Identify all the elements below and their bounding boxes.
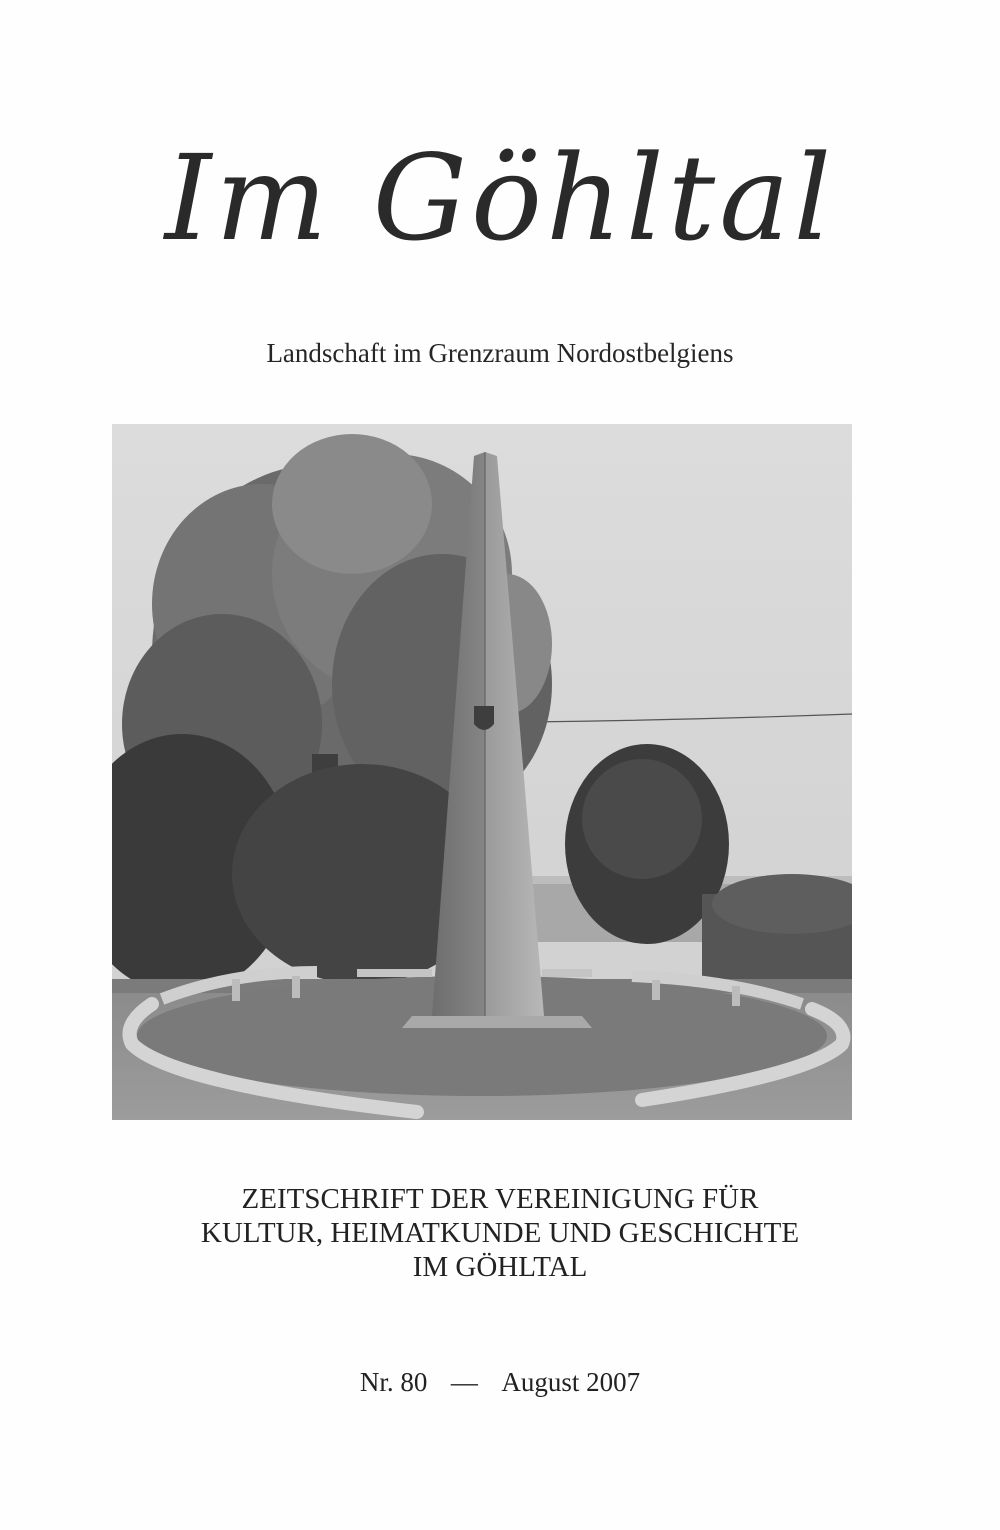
masthead-title: Im Göhltal: [164, 129, 836, 267]
issue-info: [0, 1364, 1000, 1400]
issue-separator: —: [450, 1367, 478, 1397]
photo-obelisk-base: [402, 1016, 592, 1028]
journal-description: [0, 1182, 1000, 1284]
description-line: IM GÖHLTAL: [412, 1251, 588, 1283]
description-line: ZEITSCHRIFT DER VEREINIGUNG FÜR: [241, 1183, 759, 1215]
photo-coat-of-arms: [474, 706, 494, 730]
description-line: KULTUR, HEIMATKUNDE UND GESCHICHTE: [200, 1217, 800, 1249]
issue-date: August 2007: [501, 1367, 641, 1397]
cover-subtitle: Landschaft im Grenzraum Nordostbelgiens: [266, 338, 734, 368]
issue-number: Nr. 80: [359, 1367, 428, 1397]
cover-photo-obelisk: [112, 424, 852, 1120]
